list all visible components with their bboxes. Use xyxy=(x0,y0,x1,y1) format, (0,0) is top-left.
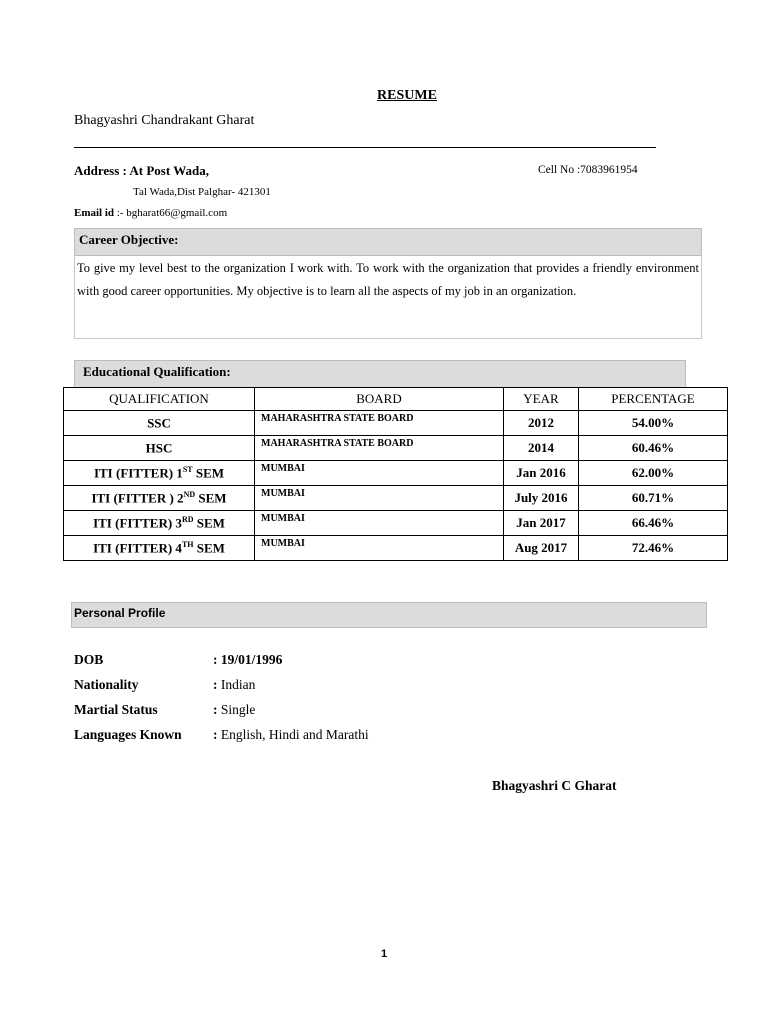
table-header-row xyxy=(64,388,728,411)
year-cell: 2014 xyxy=(504,436,579,461)
year-cell: Jan 2017 xyxy=(504,511,579,536)
percentage-cell: 60.71% xyxy=(579,486,728,511)
table-row xyxy=(64,511,728,536)
education-header xyxy=(74,360,686,388)
qualification-cell: HSC xyxy=(64,436,255,461)
divider-line xyxy=(74,147,656,148)
percentage-cell: 66.46% xyxy=(579,511,728,536)
career-objective-header xyxy=(74,228,702,256)
nationality-label: Nationality xyxy=(74,677,139,692)
qualification-cell: ITI (FITTER) 3RD SEM xyxy=(64,511,255,536)
address-line-1: Address : At Post Wada, xyxy=(74,163,209,178)
year-cell: Aug 2017 xyxy=(504,536,579,561)
education-heading: Educational Qualification: xyxy=(83,364,231,379)
year-cell: 2012 xyxy=(504,411,579,436)
email-value: :- bgharat66@gmail.com xyxy=(114,207,228,219)
address-line-2: Tal Wada,Dist Palghar- 421301 xyxy=(133,186,271,198)
board-cell: MUMBAI xyxy=(255,461,504,486)
signature-name: Bhagyashri C Gharat xyxy=(492,778,617,793)
dob-value: : 19/01/1996 xyxy=(213,652,283,667)
career-objective-box xyxy=(74,254,702,339)
table-row xyxy=(64,536,728,561)
percentage-cell: 54.00% xyxy=(579,411,728,436)
languages-label: Languages Known xyxy=(74,727,182,742)
table-row xyxy=(64,411,728,436)
col-percentage: PERCENTAGE xyxy=(579,388,728,411)
table-row xyxy=(64,436,728,461)
career-objective-text: To give my level best to the organization I work with. To work with the organization that provides a friendly environment with good career opportunities. My objective is to learn all the aspects of my job in an organization. xyxy=(77,261,699,298)
languages-value: : English, Hindi and Marathi xyxy=(213,727,369,742)
career-objective-heading: Career Objective: xyxy=(79,232,179,247)
page-number: 1 xyxy=(380,948,388,960)
candidate-name: Bhagyashri Chandrakant Gharat xyxy=(74,113,255,128)
col-qualification: QUALIFICATION xyxy=(64,388,255,411)
email-label: Email id xyxy=(74,207,115,219)
qualification-cell: ITI (FITTER) 1ST SEM xyxy=(64,461,255,486)
personal-profile-header xyxy=(71,602,707,628)
table-row xyxy=(64,461,728,486)
board-cell: MUMBAI xyxy=(255,486,504,511)
col-board: BOARD xyxy=(255,388,504,411)
nationality-value: : Indian xyxy=(213,677,256,692)
cell-number: Cell No :7083961954 xyxy=(538,164,638,176)
year-cell: July 2016 xyxy=(504,486,579,511)
year-cell: Jan 2016 xyxy=(504,461,579,486)
col-year: YEAR xyxy=(504,388,579,411)
dob-label: DOB xyxy=(74,652,104,667)
qualification-cell: ITI (FITTER ) 2ND SEM xyxy=(64,486,255,511)
marital-status-value: : Single xyxy=(213,702,256,717)
table-row xyxy=(64,486,728,511)
personal-profile-heading: Personal Profile xyxy=(74,606,166,620)
email xyxy=(74,207,227,219)
qualification-cell: SSC xyxy=(64,411,255,436)
board-cell: MAHARASHTRA STATE BOARD xyxy=(255,436,504,461)
education-table xyxy=(63,387,728,561)
page-title: RESUME xyxy=(377,88,437,103)
percentage-cell: 62.00% xyxy=(579,461,728,486)
percentage-cell: 72.46% xyxy=(579,536,728,561)
percentage-cell: 60.46% xyxy=(579,436,728,461)
qualification-cell: ITI (FITTER) 4TH SEM xyxy=(64,536,255,561)
marital-status-label: Martial Status xyxy=(74,702,158,717)
board-cell: MAHARASHTRA STATE BOARD xyxy=(255,411,504,436)
board-cell: MUMBAI xyxy=(255,511,504,536)
board-cell: MUMBAI xyxy=(255,536,504,561)
